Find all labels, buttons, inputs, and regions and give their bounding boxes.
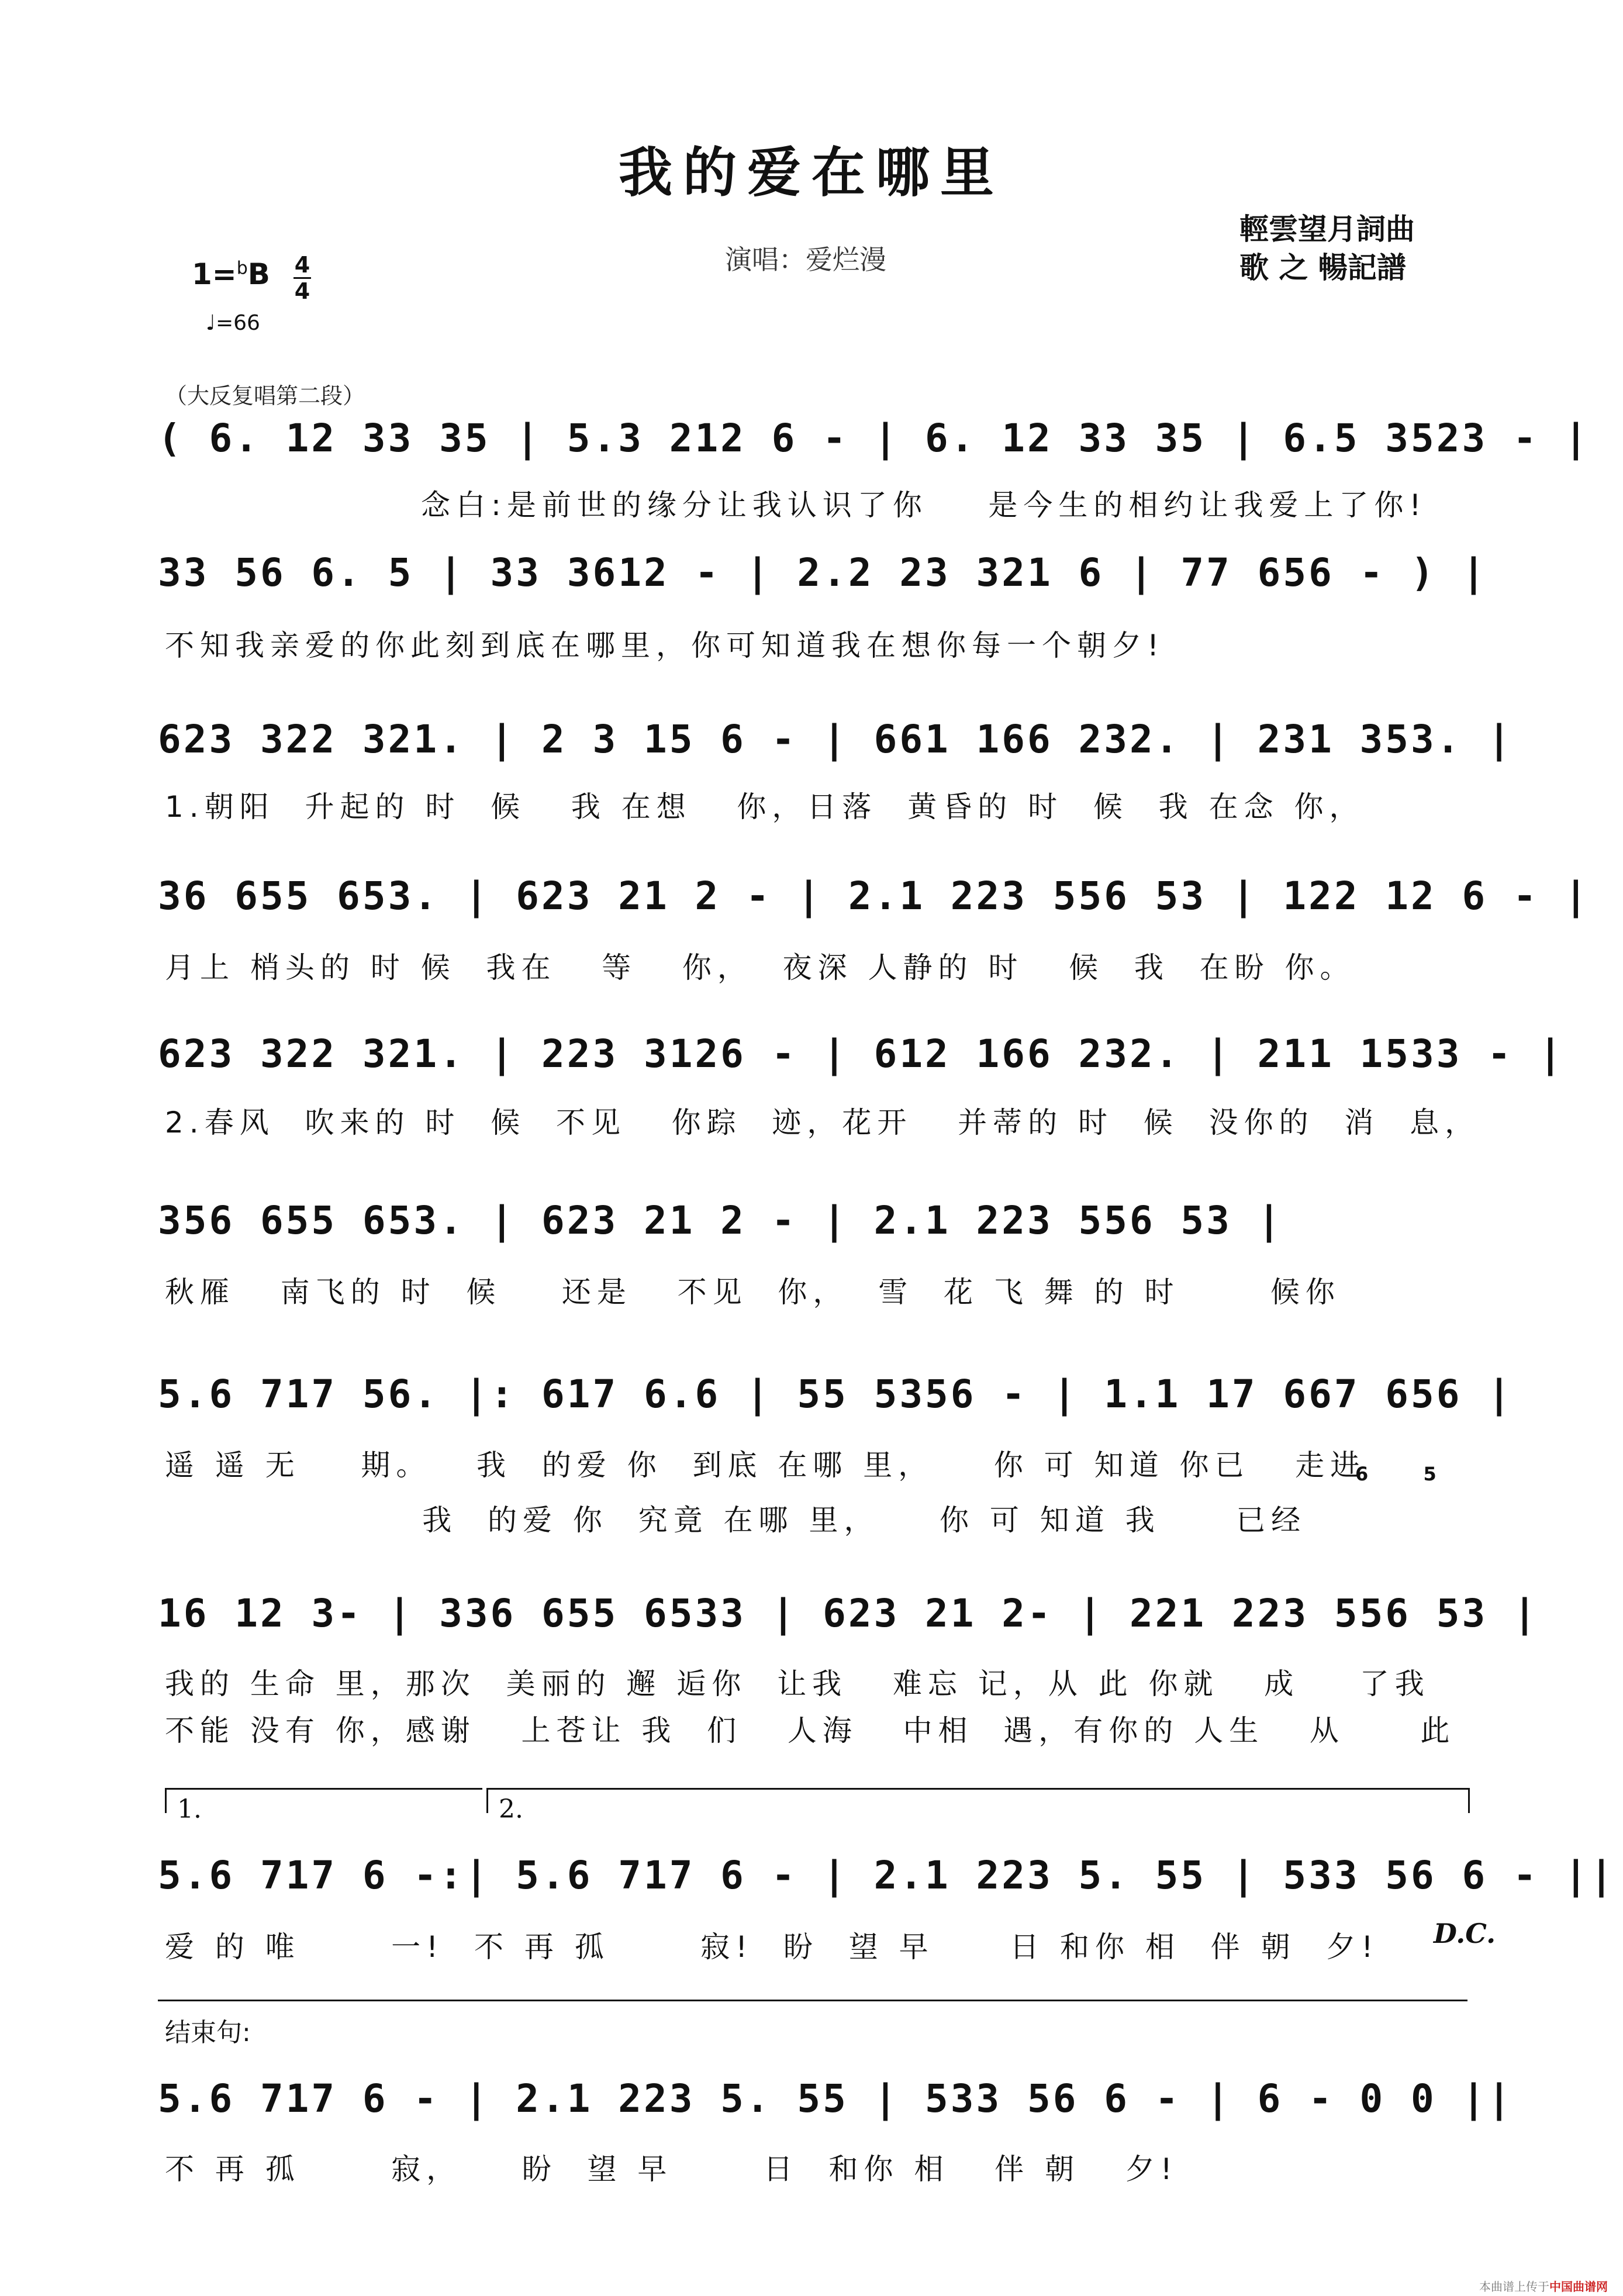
notation-row-7: 5.6 717 56. |: 617 6.6 | 55 5356 - | 1.1 17 667 656 | xyxy=(158,1372,1513,1417)
notation-row-1: ( 6. 12 33 35 | 5.3 212 6 - | 6. 12 33 35 | 6.5 3523 - | xyxy=(158,416,1590,461)
key-note: B xyxy=(247,257,270,291)
page-title: 我的爱在哪里 xyxy=(618,141,1004,204)
notation-row-3: 623 322 321. | 2 3 15 6 - | 661 166 232. | 231 353. | xyxy=(158,717,1513,762)
notation-row-9: 5.6 717 6 -:| 5.6 717 6 - | 2.1 223 5. 55 | 533 56 6 - || xyxy=(158,1853,1615,1898)
second-ending-bracket xyxy=(486,1788,1470,1824)
notation-row-10: 5.6 717 6 - | 2.1 223 5. 55 | 533 56 6 - | 6 - 0 0 || xyxy=(158,2076,1513,2121)
notation-row-4: 36 655 653. | 623 21 2 - | 2.1 223 556 53 | 122 12 6 - | xyxy=(158,873,1590,919)
notation-row-2: 33 56 6. 5 | 33 3612 - | 2.2 23 321 6 | 77 656 - ) | xyxy=(158,550,1488,595)
time-signature-bottom: 4 xyxy=(294,278,310,304)
grace-notes: 6 5 xyxy=(1355,1463,1451,1485)
key-prefix: 1= xyxy=(192,257,237,291)
first-ending-label: 1. xyxy=(177,1794,202,1824)
lyric-row-8-verse-1: 我的 生命 里，那次 美丽的 邂 逅你 让我 难忘 记，从 此 你就 成 了我 xyxy=(165,1667,1430,1701)
tempo-marking: ♩=66 xyxy=(206,311,260,335)
lyric-row-4: 月上 梢头的 时 候 我在 等 你， 夜深 人静的 时 候 我 在盼 你。 xyxy=(165,951,1355,985)
lyrics-credit: 輕雲望月詞曲 xyxy=(1239,212,1415,246)
second-ending-label: 2. xyxy=(499,1794,523,1824)
score-credit: 歌 之 暢記譜 xyxy=(1239,250,1406,285)
ending-rule xyxy=(158,2000,1467,2001)
first-ending-bracket xyxy=(165,1788,482,1824)
footer-credit xyxy=(1479,2277,1608,2294)
flat-sign: b xyxy=(236,258,248,279)
lyric-row-7-verse-2: 我 的爱 你 究竟 在哪 里， 你 可 知道 我 已经 xyxy=(165,1503,1307,1537)
footer-brand: 中国曲谱网 xyxy=(1549,2280,1608,2294)
lyric-row-9: 爱 的 唯 一! 不 再 孤 寂! 盼 望 早 日 和你 相 伴 朝 夕! xyxy=(165,1930,1379,1964)
ending-phrase-label: 结束句: xyxy=(165,2018,251,2048)
notation-row-6: 356 655 653. | 623 21 2 - | 2.1 223 556 53 | xyxy=(158,1198,1283,1243)
lyric-row-5: 2.春风 吹来的 时 候 不见 你踪 迹，花开 并蒂的 时 候 没你的 消 息， xyxy=(165,1106,1480,1140)
notation-row-8: 16 12 3- | 336 655 6533 | 623 21 2- | 221 223 556 53 | xyxy=(158,1591,1539,1636)
lyric-row-1: 念白:是前世的缘分让我认识了你 是今生的相约让我爱上了你! xyxy=(421,488,1427,522)
da-capo-marking: D.C. xyxy=(1434,1918,1496,1949)
lyric-row-6: 秋雁 南飞的 时 候 还是 不见 你， 雪 花 飞 舞 的 时 候你 xyxy=(165,1275,1341,1309)
footer-text: 本曲谱上传于 xyxy=(1479,2280,1549,2294)
key-signature xyxy=(192,257,270,291)
notation-row-5: 623 322 321. | 223 3126 - | 612 166 232. | 211 1533 - | xyxy=(158,1031,1565,1076)
time-signature xyxy=(293,253,311,303)
lyric-row-7-verse-1: 遥 遥 无 期。 我 的爱 你 到底 在哪 里， 你 可 知道 你已 走进 xyxy=(165,1448,1366,1482)
lyric-row-2: 不知我亲爱的你此刻到底在哪里，你可知道我在想你每一个朝夕! xyxy=(165,629,1165,662)
repeat-note: （大反复唱第二段） xyxy=(165,383,365,409)
lyric-row-8-verse-2: 不能 没有 你，感谢 上苍让 我 们 人海 中相 遇，有你的 人生 从 此 xyxy=(165,1714,1456,1748)
singer-label: 演唱：爱烂漫 xyxy=(725,244,886,275)
lyric-row-3: 1.朝阳 升起的 时 候 我 在想 你，日落 黄昏的 时 候 我 在念 你， xyxy=(165,790,1365,824)
time-signature-top: 4 xyxy=(294,252,310,278)
lyric-row-10: 不 再 孤 寂， 盼 望 早 日 和你 相 伴 朝 夕! xyxy=(165,2152,1178,2186)
